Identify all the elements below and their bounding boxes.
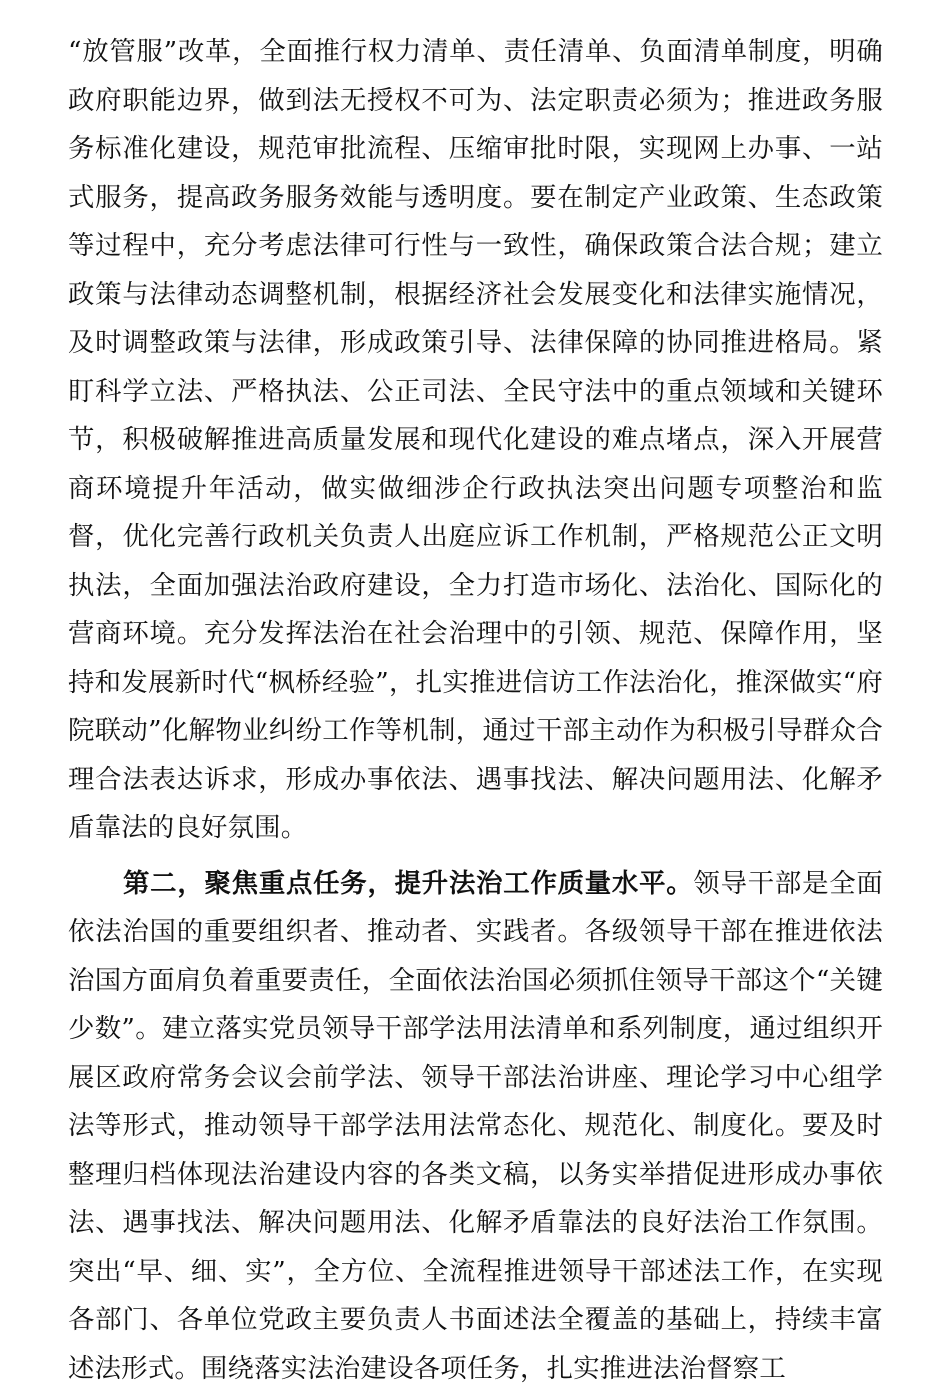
document-page xyxy=(68,28,883,1393)
section-heading: 第二，聚焦重点任务，提升法治工作质量水平。 xyxy=(123,868,693,899)
paragraph-body: “放管服”改革，全面推行权力清单、责任清单、负面清单制度，明确政府职能边界，做到法无授权不可为、法定职责必须为；推进政务服务标准化建设，规范审批流程、压缩审批时限，实现网上办事、一站式服务，提高政务服务效能与透明度。要在制定产业政策、生态政策等过程中，充分考虑法律可行性与一致性，确保政策合法合规；建立政策与法律动态调整机制，根据经济社会发展变化和法律实施情况，及时调整政策与法律，形成政策引导、法律保障的协同推进格局。紧盯科学立法、严格执法、公正司法、全民守法中的重点领域和关键环节，积极破解推进高质量发展和现代化建设的难点堵点，深入开展营商环境提升年活动，做实做细涉企行政执法突出问题专项整治和监督，优化完善行政机关负责人出庭应诉工作机制，严格规范公正文明执法，全面加强法治政府建设，全力打造市场化、法治化、国际化的营商环境。充分发挥法治在社会治理中的引领、规范、保障作用，坚持和发展新时代“枫桥经验”，扎实推进信访工作法治化，推深做实“府院联动”化解物业纠纷工作等机制，通过干部主动作为积极引导群众合理合法表达诉求，形成办事依法、遇事找法、解决问题用法、化解矛盾靠法的良好氛围。 xyxy=(68,36,883,843)
paragraph-section-two xyxy=(68,860,883,1393)
paragraph-body: 领导干部是全面依法治国的重要组织者、推动者、实践者。各级领导干部在推进依法治国方面肩负着重要责任，全面依法治国必须抓住领导干部这个“关键少数”。建立落实党员领导干部学法用法清单和系列制度，通过组织开展区政府常务会议会前学法、领导干部法治讲座、理论学习中心组学法等形式，推动领导干部学法用法常态化、规范化、制度化。要及时整理归档体现法治建设内容的各类文稿，以务实举措促进形成办事依法、遇事找法、解决问题用法、化解矛盾靠法的良好法治工作氛围。突出“早、细、实”，全方位、全流程推进领导干部述法工作，在实现各部门、各单位党政主要负责人书面述法全覆盖的基础上，持续丰富述法形式。围绕落实法治建设各项任务，扎实推进法治督察工 xyxy=(68,868,883,1384)
paragraph-continuation xyxy=(68,28,883,853)
